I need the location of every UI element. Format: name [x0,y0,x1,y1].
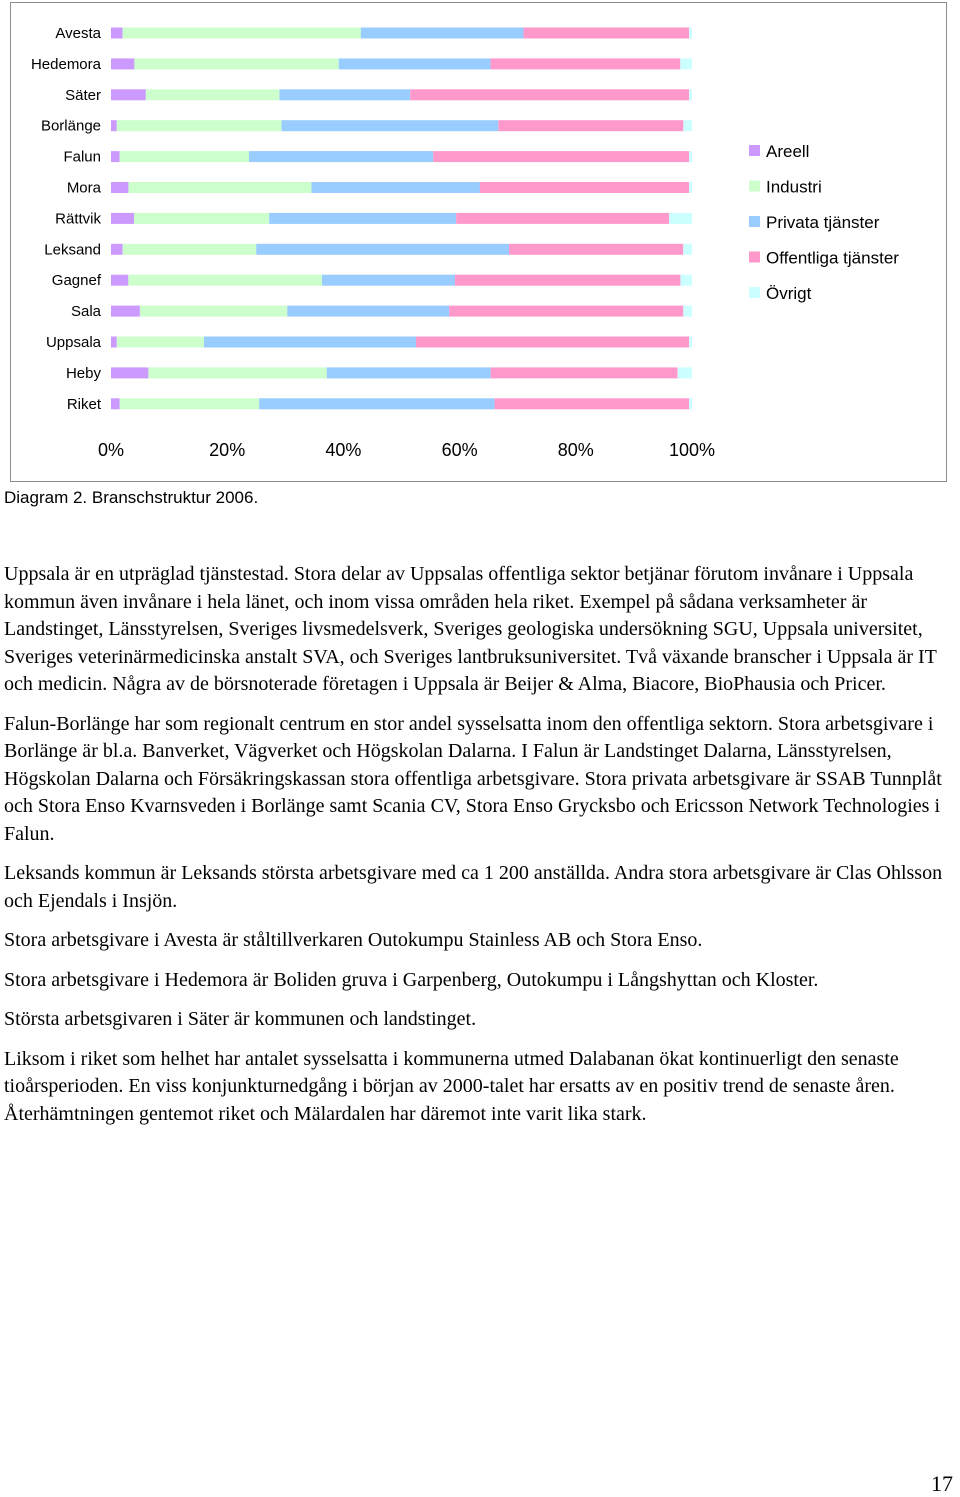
bar-sala-ovrigt [683,306,692,317]
bar-avesta-ovrigt [689,28,692,39]
category-label-mora: Mora [66,179,101,197]
category-label-falun: Falun [63,148,101,166]
bar-sala-industri [140,306,287,317]
legend-swatch-industri [749,181,760,192]
bar-falun-industri [120,151,249,162]
legend-swatch-privata-tjanster [749,216,760,227]
bar-sater-areell [111,89,146,100]
legend-label-areell: Areell [766,142,810,161]
bar-mora-ovrigt [689,182,692,193]
bar-falun-areell [111,151,120,162]
bar-uppsala-areell [111,337,117,348]
category-label-avesta: Avesta [55,25,101,42]
bar-gagnef-offentliga-tjanster [455,275,680,286]
bar-sater-privata-tjanster [279,89,410,100]
bar-falun-ovrigt [689,151,692,162]
category-label-heby: Heby [65,364,101,382]
paragraph-leksand: Leksands kommun är Leksands största arbetsgivare med ca 1 200 anställda. Andra stora arbetsgivare är Clas Ohlsson och Ejendals i Insjön. [4,862,943,912]
bar-borlange-privata-tjanster [282,120,499,131]
bar-mora-industri [128,182,311,193]
bar-rattvik-industri [134,213,269,224]
legend-label-industri: Industri [766,177,822,197]
bar-uppsala-offentliga-tjanster [416,337,689,348]
bar-rattvik-privata-tjanster [269,213,456,224]
x-tick-label-0: 0% [97,440,125,460]
page-number: 17 [931,1471,953,1496]
bar-heby-offentliga-tjanster [491,367,678,378]
legend-swatch-areell [749,145,760,156]
bar-sala-areell [111,306,140,317]
category-label-leksand: Leksand [44,241,101,259]
bar-leksand-ovrigt [683,244,692,255]
bar-borlange-industri [117,120,282,131]
paragraph-falun-borlange: Falun-Borlänge har som regionalt centrum en stor andel sysselsatta inom den offentliga sektorn. Stora arbetsgivare i Borlänge är bl.a. Banverket, Vägverket och Högskolan Dalarna. I Falun är Landstinget Dalarna, Länsstyrelsen, Högskolan Dalarna och Försäkringskassan stora offentliga arbetsgivare. Stora privata arbetsgivare är SSAB Tunnplåt och Stora Enso Kvarnsveden i Borlänge samt Scania CV, Stora Enso Grycksbo och Ericsson Network Technologies i Falun. [4,712,942,845]
bar-hedemora-industri [134,58,338,69]
paragraph-hedemora: Stora arbetsgivare i Hedemora är Boliden gruva i Garpenberg, Outokumpu i Långshyttan och Kloster. [4,968,819,991]
paragraph-avesta: Stora arbetsgivare i Avesta är ståltillverkaren Outokumpu Stainless AB och Stora Enso. [4,929,703,951]
bar-uppsala-privata-tjanster [204,337,416,348]
bar-leksand-industri [123,244,257,255]
bar-sater-offentliga-tjanster [410,89,689,100]
bar-borlange-areell [111,120,117,131]
bar-heby-areell [111,367,148,378]
category-label-uppsala: Uppsala [45,334,101,351]
legend-label-privata-tjanster: Privata tjänster [766,213,880,232]
bar-mora-offentliga-tjanster [480,182,689,193]
bar-uppsala-industri [117,337,204,348]
bar-leksand-areell [111,244,123,255]
category-label-hedemora: Hedemora [30,55,101,73]
bar-avesta-offentliga-tjanster [524,28,690,39]
bar-riket-areell [111,398,120,409]
bar-falun-privata-tjanster [249,151,433,162]
bar-hedemora-ovrigt [680,58,692,69]
x-tick-label-1: 20% [209,440,246,460]
bar-hedemora-offentliga-tjanster [491,58,681,69]
legend-label-offentliga-tjanster: Offentliga tjänster [766,248,899,268]
bar-sater-industri [146,89,280,100]
bar-rattvik-ovrigt [669,213,692,224]
legend-swatch-ovrigt [749,287,760,298]
bar-heby-ovrigt [678,367,692,378]
bar-heby-industri [148,367,326,378]
x-tick-label-3: 60% [441,440,478,460]
bar-gagnef-privata-tjanster [322,275,455,286]
bar-mora-privata-tjanster [311,182,479,193]
category-label-riket: Riket [66,395,101,413]
x-tick-label-5: 100% [668,440,716,460]
legend-swatch-offentliga-tjanster [749,252,760,263]
paragraph-sater: Största arbetsgivaren i Säter är kommunen och landstinget. [4,1008,477,1030]
bar-sala-offentliga-tjanster [449,306,683,317]
bar-sala-privata-tjanster [287,306,449,317]
bar-gagnef-industri [128,275,322,286]
paragraph-uppsala: Uppsala är en utpräglad tjänstestad. Stora delar av Uppsalas offentliga sektor betjänar förutom invånare i Uppsala kommun även invånare i hela länet, och inom vissa områden hela riket. Exempel på sådana verksamheter är Landstinget, Länsstyrelsen, Sveriges livsmedelsverk, Sveriges geologiska undersökning SGU, Uppsala universitet, Sveriges veterinärmedicinska anstalt SVA, och Sveriges lantbruksuniversitet. Två växande branscher i Uppsala är IT och medicin. Några av de börsnoterade företagen i Uppsala är Beijer & Alma, Biacore, BioPhausia och Pricer. [4,563,937,695]
category-label-rattvik: Rättvik [55,210,101,228]
x-tick-label-4: 80% [557,440,594,460]
bar-mora-areell [111,182,128,193]
category-label-sater: Säter [65,86,101,104]
bar-avesta-areell [111,28,123,39]
bar-borlange-ovrigt [683,120,692,131]
bar-gagnef-ovrigt [680,275,692,286]
bar-gagnef-areell [111,275,128,286]
bar-avesta-privata-tjanster [361,28,524,39]
bar-falun-offentliga-tjanster [433,151,689,162]
body-text [4,561,956,1140]
bar-borlange-offentliga-tjanster [498,120,683,131]
bar-hedemora-privata-tjanster [339,58,491,69]
bar-uppsala-ovrigt [689,337,692,348]
chart-caption: Diagram 2. Branschstruktur 2006. [4,488,259,507]
branch-structure-chart [11,3,948,483]
bar-rattvik-areell [111,213,134,224]
bar-rattvik-offentliga-tjanster [456,213,669,224]
bar-riket-offentliga-tjanster [494,398,689,409]
bar-riket-industri [120,398,259,409]
bar-hedemora-areell [111,58,134,69]
bar-heby-privata-tjanster [327,367,491,378]
bar-riket-ovrigt [689,398,692,409]
bar-sater-ovrigt [689,89,692,100]
bar-leksand-privata-tjanster [256,244,509,255]
bar-leksand-offentliga-tjanster [509,244,683,255]
bar-avesta-industri [123,28,361,39]
category-label-sala: Sala [70,303,101,321]
paragraph-riket: Liksom i riket som helhet har antalet sysselsatta i kommunerna utmed Dalabanan ökat kontinuerligt den senaste tioårsperioden. En viss konjunkturnedgång i början av 2000-talet har ersatts av en positiv trend de senaste åren. Återhämtningen gentemot riket och Mälardalen har däremot inte varit lika stark. [4,1047,899,1125]
x-tick-label-2: 40% [325,440,362,460]
legend-label-ovrigt: Övrigt [766,284,812,303]
category-label-gagnef: Gagnef [51,272,101,290]
chart-frame [10,2,947,482]
category-label-borlange: Borlänge [40,117,101,135]
bar-riket-privata-tjanster [259,398,494,409]
